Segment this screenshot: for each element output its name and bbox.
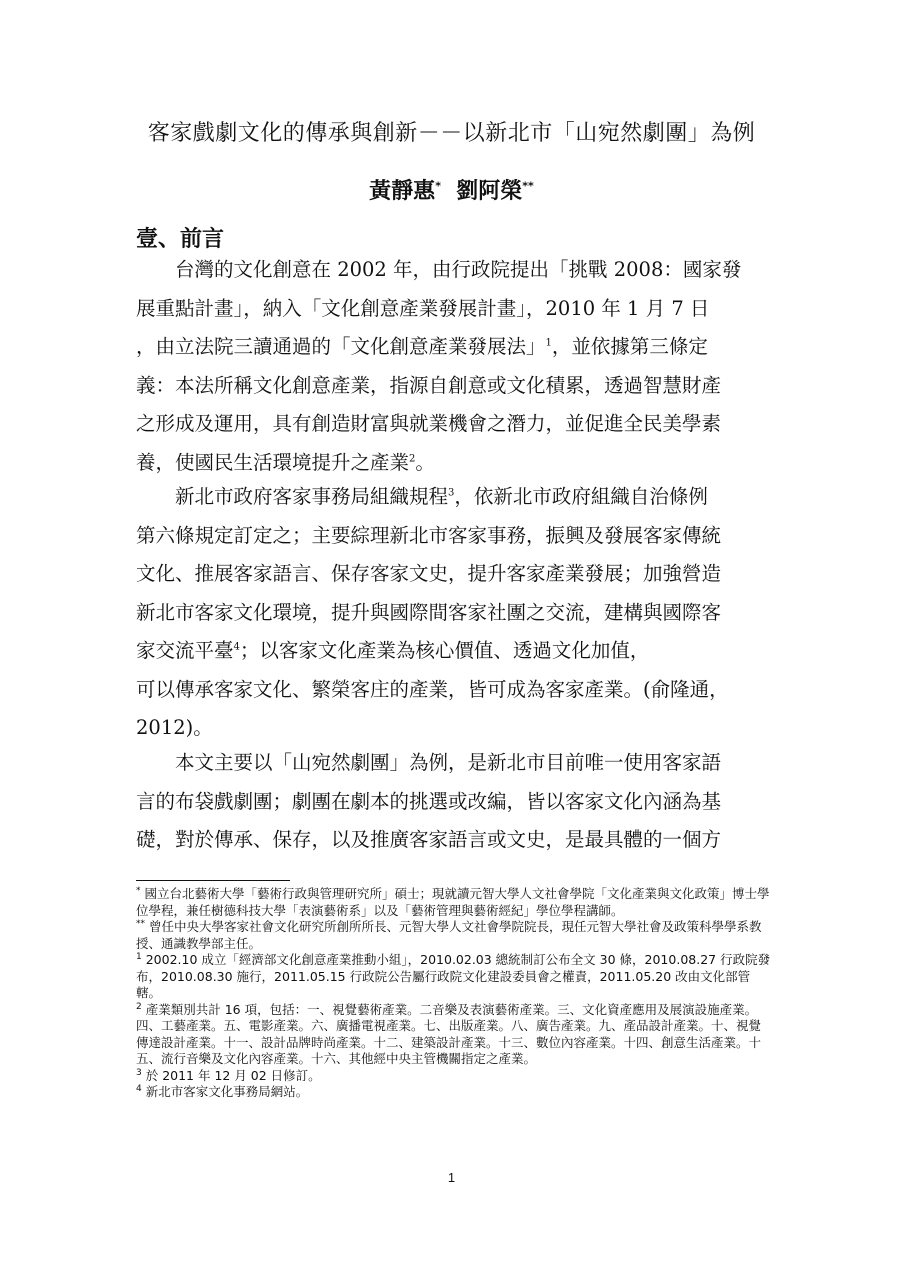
paragraph-line: 展重點計畫」，納入「文化創意產業發展計畫」，2010 年 1 月 7 日 (136, 296, 710, 320)
footnote-mark: 3 (136, 1067, 142, 1078)
footnote (136, 1068, 772, 1085)
paragraph-line: 義：本法所稱文化創意產業，指源自創意或文化積累，透過智慧財產 (136, 373, 722, 397)
footnote-ref[interactable]: 2 (409, 453, 416, 464)
footnotes (136, 886, 772, 1101)
paragraph-line: 本文主要以「山宛然劇團」為例，是新北市目前唯一使用客家語 (136, 751, 722, 774)
footnote-mark: 2 (136, 1001, 142, 1012)
paragraph-line: 台灣的文化創意在 2002 年，由行政院提出「挑戰 2008：國家發 (136, 258, 742, 281)
paragraph-line (136, 444, 772, 483)
footnote-text: 曾任中央大學客家社會文化研究所創所所長、元智大學人文社會學院院長，現任元智大學社會及政策科學學系教授、通識教學部主任。 (136, 919, 762, 951)
paragraph-line (136, 328, 772, 367)
footnote (136, 1002, 772, 1068)
footnote-text: 新北市客家文化事務局網站。 (145, 1084, 309, 1099)
footnote (136, 1084, 772, 1101)
footnote-ref[interactable]: 3 (448, 487, 455, 499)
page-number: 1 (447, 1170, 456, 1185)
paragraph-line: 礎，對於傳承、保存，以及推廣客家語言或文史，是最具體的一個方 (136, 828, 722, 851)
footnote-mark: 1 (136, 951, 142, 962)
author-line (0, 174, 903, 205)
paragraph-3 (136, 744, 772, 860)
paragraph-line: 之形成及運用，具有創造財富與就業機會之潛力，並促進全民美學素 (136, 412, 722, 435)
author-2-mark: ** (522, 179, 534, 193)
paragraph-text: 新北市政府客家事務局組織規程 (136, 485, 449, 508)
footnote-ref[interactable]: 1 (545, 337, 552, 349)
paragraph-line: 2012)。 (136, 716, 213, 739)
paragraph-line: 可以傳承客家文化、繁榮客庄的產業，皆可成為客家產業。(俞隆通， (136, 677, 729, 701)
paragraph-text: ，由立法院三讀通過的「文化創意產業發展法」 (136, 335, 546, 358)
footnote (136, 952, 772, 1002)
paragraph-text: ；以客家文化產業為核心價值、透過文化加值， (239, 639, 650, 662)
author-1: 黃靜惠 (369, 179, 436, 204)
footnote (136, 919, 772, 952)
paragraph-line (136, 632, 772, 671)
section-heading: 壹、前言 (136, 227, 225, 252)
author-2: 劉阿榮 (456, 179, 523, 204)
footnote-mark: 4 (136, 1083, 142, 1094)
author-1-mark: * (435, 179, 441, 193)
paragraph-line: 新北市客家文化環境，提升與國際間客家社團之交流，建構與國際客 (136, 600, 722, 624)
paragraph-2 (136, 478, 772, 748)
paragraph-line: 言的布袋戲劇團；劇團在劇本的挑選或改編，皆以客家文化內涵為基 (136, 789, 722, 813)
footnote-mark: ** (136, 918, 145, 929)
paper-title: 客家戲劇文化的傳承與創新－－以新北市「山宛然劇團」為例 (147, 121, 756, 146)
paragraph-1 (136, 251, 772, 482)
footnote-separator (136, 880, 290, 881)
paragraph-text: 家交流平臺 (136, 639, 234, 662)
paragraph-text: 養，使國民生活環境提升之產業 (136, 450, 410, 474)
footnote-ref[interactable]: 4 (233, 641, 240, 653)
footnote-mark: * (136, 885, 141, 896)
footnote-text: 2002.10 成立「經濟部文化創意產業推動小組」，2010.02.03 總統制訂公布全文 30 條，2010.08.27 行政院發布，2010.08.30 施行，2011.05.15 行政院公告屬行政院文化建設委員會之權責，2011.05.20 改由文化部管轄。 (136, 952, 771, 1000)
paragraph-line: 第六條規定訂定之；主要綜理新北市客家事務，振興及發展客家傳統 (136, 523, 722, 547)
paragraph-line (136, 478, 772, 517)
paragraph-text: ，依新北市政府組織自治條例 (454, 485, 708, 508)
footnote-text: 產業類別共計 16 項，包括：一、視覺藝術產業。二音樂及表演藝術產業。三、文化資產應用及展演設施產業。四、工藝產業。五、電影產業。六、廣播電視產業。七、出版產業。八、廣告產業。九、產品設計產業。十、視覺傳達設計產業。十一、設計品牌時尚產業。十二、建築設計產業。十三、數位內容產業。十四、創意生活產業。十五、流行音樂及文化內容產業。十六、其他經中央主管機關指定之產業。 (136, 1001, 762, 1066)
paragraph-text: ，並依據第三條定 (551, 335, 708, 358)
footnote (136, 886, 772, 919)
paragraph-line: 文化、推展客家語言、保存客家文史，提升客家產業發展；加強營造 (136, 562, 722, 585)
footnote-text: 於 2011 年 12 月 02 日修訂。 (145, 1067, 321, 1083)
paragraph-text: 。 (415, 450, 435, 474)
footnote-text: 國立台北藝術大學「藝術行政與管理研究所」碩士；現就讀元智大學人文社會學院「文化產業與文化政策」博士學位學程，兼任樹德科技大學「表演藝術系」以及「藝術管理與藝術經紀」學位學程講師。 (136, 886, 770, 918)
